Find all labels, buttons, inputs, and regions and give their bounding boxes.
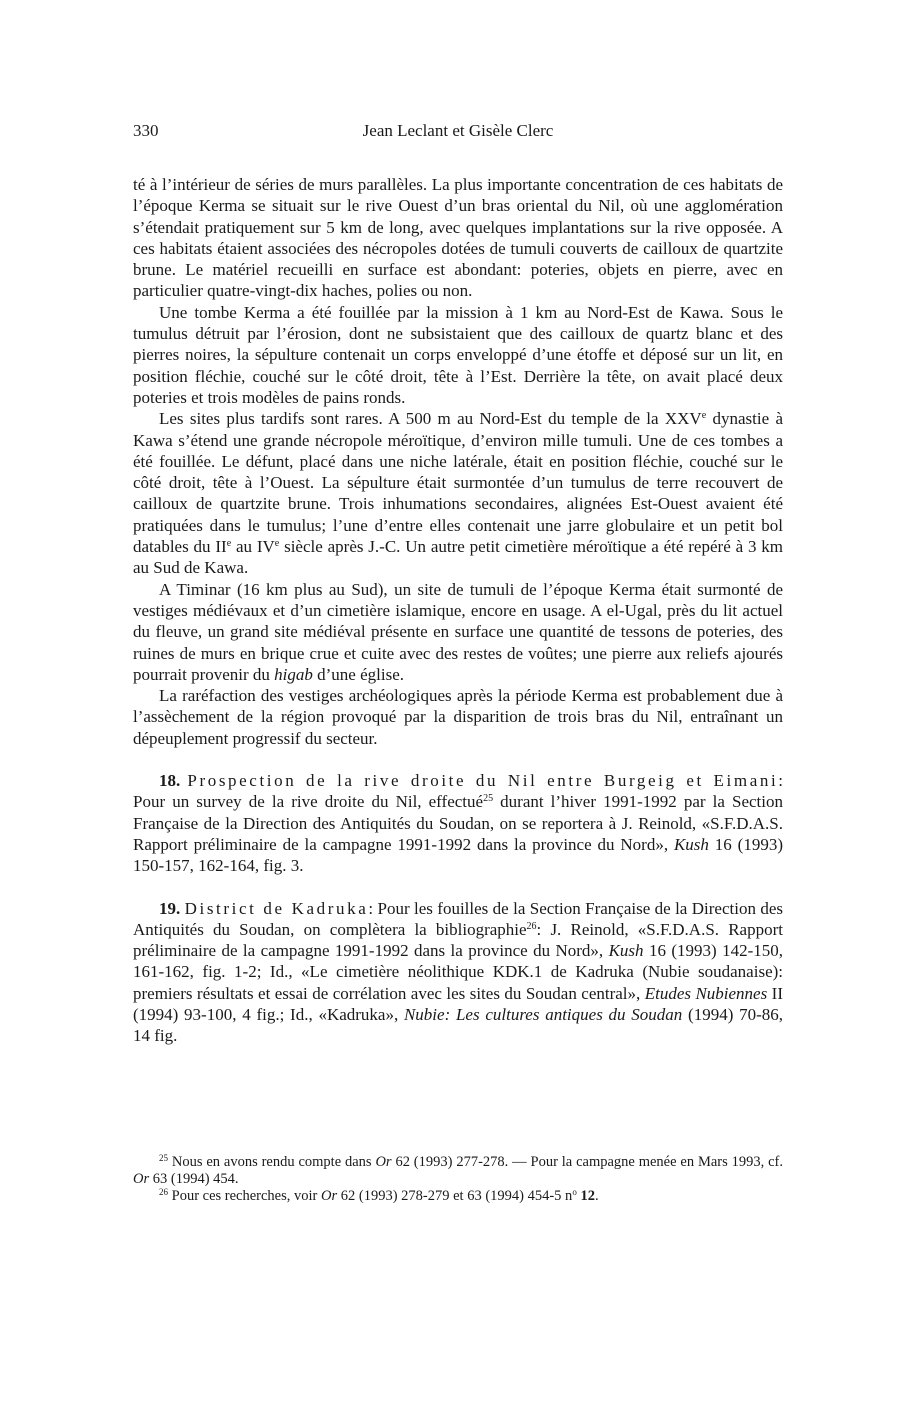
- paragraph-later-sites: Les sites plus tardifs sont rares. A 500 m au Nord-Est du temple de la XXVe dynastie à Kawa s’étend une grande nécropole méroïtique, d’environ mille tumuli. Une de ces tombes a été fouillée. Le défunt, placé dans une niche latérale, était en position fléchie, couché sur le côté droit, tête à l’Ouest. La sépulture était surmontée d’un tumulus de terre recouvert de cailloux de quartzite brune. Trois inhumations secondaires, alignées Est-Ouest avaient été pratiquées dans le tumulus; l’une d’entre elles contenait une jarre globulaire et un petit bol datables du IIe au IVe siècle après J.-C. Un autre petit cimetière méroïtique a été repéré à 3 km au Sud de Kawa.: [133, 409, 783, 578]
- footnote-26: $^{26}$ Pour ces recherches, voir Or 62 (1993) 278-279 et 63 (1994) 454-5 $n^o$ 12.: [159, 1187, 599, 1204]
- section-18: 18. Prospection de la rive droite du Nil entre Burgeig et Eimani: Pour un survey de la rive droite du Nil, effectué$^{25}$ durant l’hiver 1991-1992 par la Section Française de la Direction des Antiquités du Soudan, on se reportera à J. Reinold, «S.F.D.A.S. Rapport préliminaire de la campagne 1991-1992 dans la province du Nord», Kush 16 (1993) 150-157, 162-164, fig. 3.: [133, 771, 783, 876]
- paragraph-kerma-tomb: Une tombe Kerma a été fouillée par la mission à 1 km au Nord-Est de Kawa. Sous le tumulus détruit par l’érosion, dont ne subsistaient que des cailloux de quartz blanc et des pierres noires, la sépulture contenait un corps enveloppé d’une étoffe et déposé sur un lit, en position fléchie, couché sur le côté droit, tête à l’Est. Derrière la tête, on avait placé deux poteries et trois modèles de pains ronds.: [133, 302, 783, 407]
- footnotes: [133, 1154, 783, 1205]
- section-19: 19. District de Kadruka: Pour les fouilles de la Section Française de la Direction des Antiquités du Soudan, on complètera la bibliographie$^{26}$: J. Reinold, «S.F.D.A.S. Rapport préliminaire de la campagne 1991-1992 dans la province du Nord», Kush 16 (1993) 142-150, 161-162, fig. 1-2; Id., «Le cimetière néolithique KDK.1 de Kadruka (Nubie soudanaise): premiers résultats et essai de corrélation avec les sites du Soudan central», Etudes Nubiennes II (1994) 93-100, 4 fig.; Id., «Kadruka», Nubie: Les cultures antiques du Soudan (1994) 70-86, 14 fig.: [133, 898, 784, 1046]
- page-number: 330: [133, 121, 159, 140]
- main-text: [133, 174, 783, 1047]
- paragraph-continued: té à l’intérieur de séries de murs parallèles. La plus importante concentration de ces habitats de l’époque Kerma se situait sur le rive Ouest d’un bras oriental du Nil, où une agglomération s’étendait pratiquement sur 5 km de long, avec quelques implantations sur la rive opposée. A ces habitats étaient associées des nécropoles dotées de tumuli couverts de cailloux de quartzite brune. Le matériel recueilli en surface est abondant: poteries, objets en pierre, avec en particulier quatre-vingt-dix haches, polies ou non.: [133, 175, 783, 301]
- section-number: 18.: [159, 771, 181, 791]
- footnote-25: $^{25}$ Nous en avons rendu compte dans Or 62 (1993) 277-278. — Pour la campagne menée en Mars 1993, cf. Or 63 (1994) 454.: [133, 1153, 784, 1187]
- section-number: 19.: [159, 898, 181, 918]
- footnote-ref: 26: [526, 920, 537, 932]
- page-header: [133, 121, 783, 141]
- paragraph-conclusion: La raréfaction des vestiges archéologiques après la période Kerma est probablement due à l’assèchement de la région provoqué par la disparition de trois bras du Nil, entraînant un dépeuplement progressif du secteur.: [133, 686, 783, 748]
- running-title: Jean Leclant et Gisèle Clerc: [362, 121, 554, 140]
- paragraph-timinar: A Timinar (16 km plus au Sud), un site de tumuli de l’époque Kerma était surmonté de vestiges médiévaux et d’un cimetière islamique, encore en usage. A el-Ugal, près du lit actuel du fleuve, un grand site médiéval présente en surface une quantité de tessons de poteries, des ruines de murs en brique crue et cuite avec des restes de voûtes; une pierre aux reliefs ajourés pourrait provenir du higab d’une église.: [133, 579, 783, 684]
- section-title: District de Kadruka: [184, 898, 369, 918]
- section-title: Prospection de la rive droite du Nil entre Burgeig et Eimani: [187, 771, 779, 791]
- footnote-ref: 25: [483, 793, 494, 805]
